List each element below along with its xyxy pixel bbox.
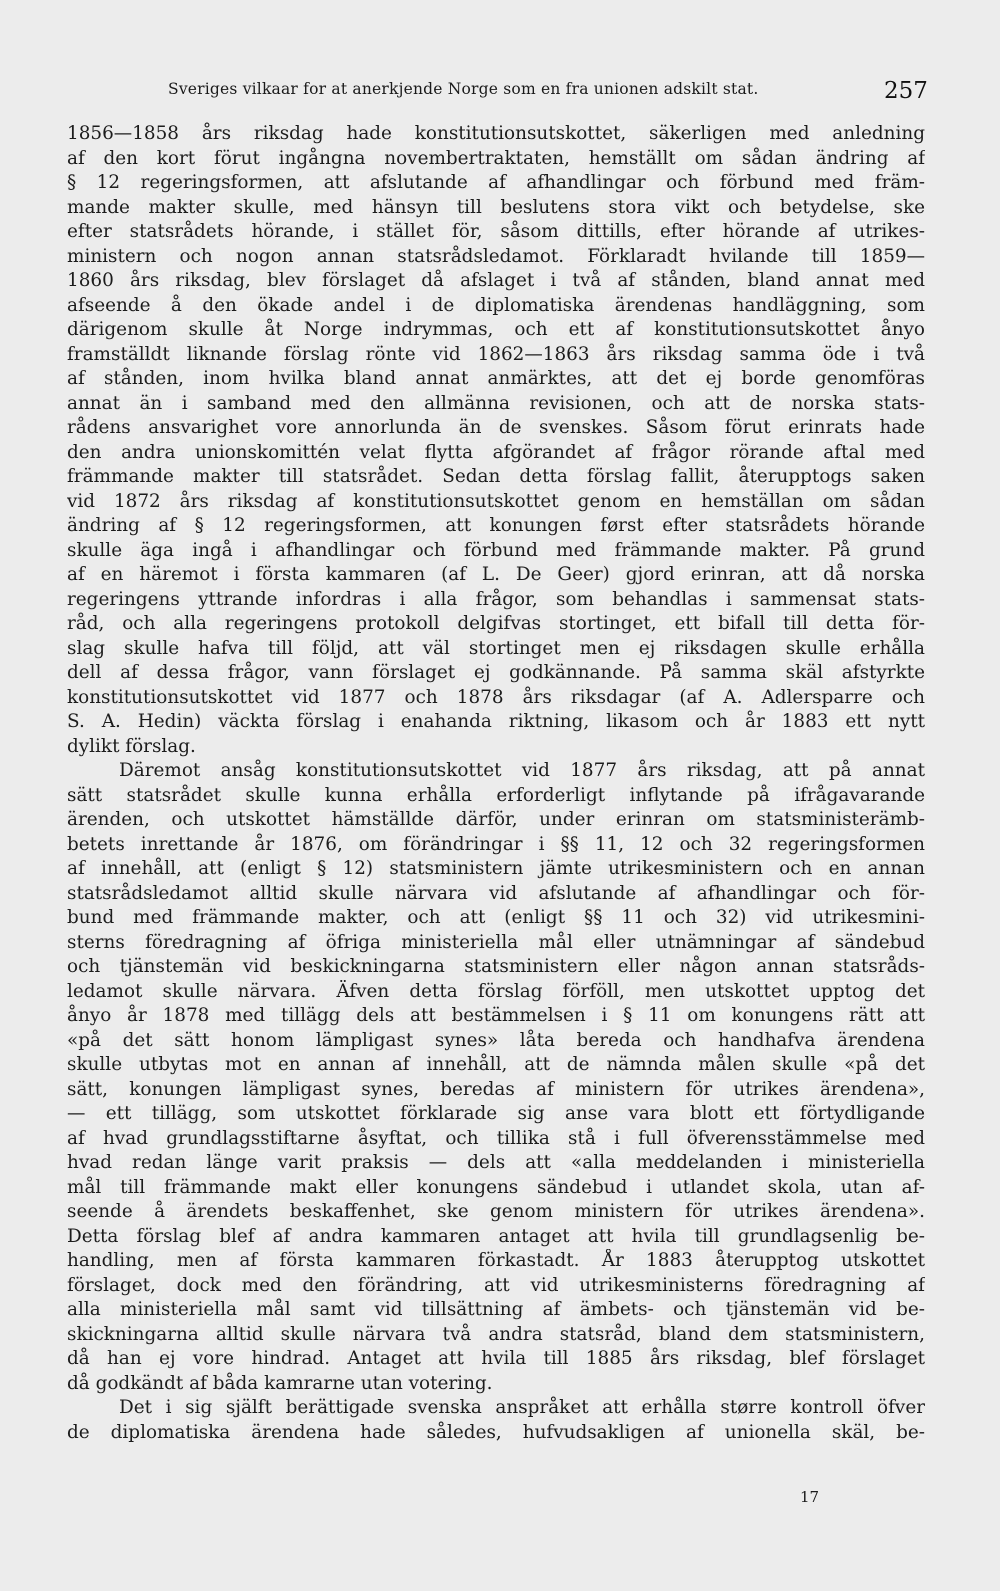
text-line: sätt statsrådet skulle kunna erhålla erforderligt inflytande på ifrågavarande xyxy=(67,784,925,806)
text-line: — ett tillägg, som utskottet förklarade sig anse vara blott ett förtydligande xyxy=(67,1103,925,1124)
page-number: 257 xyxy=(884,78,928,104)
text-line: betets inrettande år 1876, om förändringar i §§ 11, 12 och 32 regeringsformen xyxy=(67,833,925,855)
text-line: mål till främmande makt eller konungens sändebud i utlandet skola, utan af- xyxy=(67,1176,925,1198)
text-line: 1860 års riksdag, blev förslaget då afslaget i två af stånden, bland annat med xyxy=(67,270,925,291)
text-line: skickningarna alltid skulle närvara två andra statsråd, bland dem statsministern, xyxy=(67,1323,925,1345)
body-text xyxy=(67,122,925,1445)
text-line: annat än i samband med den allmänna revisionen, och att de norska stats- xyxy=(67,392,925,414)
text-line: dylikt förslag. xyxy=(67,735,196,757)
text-line: af hvad grundlagsstiftarne åsyftat, och tillika stå i full öfverensstämmelse med xyxy=(67,1127,925,1149)
text-line: af en häremot i första kammaren (af L. De Geer) gjord erinran, att då norska xyxy=(67,564,925,585)
running-head: Sveriges vilkaar for at anerkjende Norge som en fra unionen adskilt stat. xyxy=(168,80,759,98)
text-line: de diplomatiska ärendena hade således, hufvudsakligen af unionella skäl, be- xyxy=(67,1421,925,1443)
text-line: då han ej vore hindrad. Antaget att hvila till 1885 års riksdag, blef förslaget xyxy=(67,1348,925,1369)
text-line: Detta förslag blef af andra kammaren antaget att hvila till grundlagsenlig be- xyxy=(67,1225,925,1247)
text-line: ministern och nogon annan statsrådsledamot. Förklaradt hvilande till 1859— xyxy=(67,245,925,267)
text-line: vid 1872 års riksdag af konstitutionsutskottet genom en hemställan om sådan xyxy=(67,490,925,512)
text-line: af den kort förut ingångna novembertraktaten, hemställt om sådan ändring af xyxy=(67,147,925,169)
text-line: af stånden, inom hvilka bland annat anmärktes, att det ej borde genomföras xyxy=(67,368,925,389)
text-line: råd, och alla regeringens protokoll delgifvas stortinget, ett bifall till detta för- xyxy=(67,613,925,634)
text-line: Det i sig själft berättigade svenska anspråket att erhålla større kontroll öfver xyxy=(119,1397,925,1418)
text-line: efter statsrådets hörande, i stället för, såsom dittills, efter hörande af utrikes- xyxy=(67,221,925,242)
text-line: framställdt liknande förslag rönte vid 1862—1863 års riksdag samma öde i två xyxy=(67,343,925,365)
text-line: «på det sätt honom lämpligast synes» låta bereda och handhafva ärendena xyxy=(67,1029,925,1051)
text-line: Däremot ansåg konstitutionsutskottet vid 1877 års riksdag, att på annat xyxy=(119,760,925,781)
text-line: ledamot skulle närvara. Äfven detta förslag förföll, men utskottet upptog det xyxy=(67,980,925,1002)
text-line: regeringens yttrande infordras i alla frågor, som behandlas i sammensat stats- xyxy=(67,588,925,610)
signature-mark: 17 xyxy=(800,1488,820,1506)
text-line: 1856—1858 års riksdag hade konstitutionsutskottet, säkerligen med anledning xyxy=(67,123,925,144)
text-line: skulle utbytas mot en annan af innehåll, att de nämnda målen skulle «på det xyxy=(67,1054,925,1075)
text-line: § 12 regeringsformen, att afslutande af afhandlingar och förbund med främ- xyxy=(67,172,925,193)
text-line: seende å ärendets beskaffenhet, ske genom ministern för utrikes ärendena». xyxy=(67,1201,925,1222)
text-line: därigenom skulle åt Norge indrymmas, och ett af konstitutionsutskottet ånyo xyxy=(67,319,925,340)
text-line: ärenden, och utskottet hämställde därför, under erinran om statsministerämb- xyxy=(67,809,925,830)
text-line: och tjänstemän vid beskickningarna statsministern eller någon annan statsråds- xyxy=(67,956,925,977)
text-line: främmande makter till statsrådet. Sedan detta förslag fallit, återupptogs saken xyxy=(67,466,925,487)
text-line: skulle äga ingå i afhandlingar och förbund med främmande makter. På grund xyxy=(67,539,925,561)
text-line: alla ministeriella mål samt vid tillsättning af ämbets- och tjänstemän vid be- xyxy=(67,1299,925,1320)
text-line: dell af dessa frågor, vann förslaget ej godkännande. På samma skäl afstyrkte xyxy=(67,662,925,683)
text-line: rådens ansvarighet vore annorlunda än de svenskes. Såsom förut erinrats hade xyxy=(67,417,925,438)
text-line: bund med främmande makter, och att (enligt §§ 11 och 32) vid utrikesmini- xyxy=(67,907,925,928)
text-line: då godkändt af båda kamrarne utan votering. xyxy=(67,1372,493,1394)
text-line: konstitutionsutskottet vid 1877 och 1878 års riksdagar (af A. Adlersparre och xyxy=(67,686,925,708)
text-line: af innehåll, att (enligt § 12) statsministern jämte utrikesministern och en annan xyxy=(67,858,925,879)
text-line: den andra unionskomittén velat flytta afgörandet af frågor rörande aftal med xyxy=(67,441,925,463)
text-line: mande makter skulle, med hänsyn till beslutens stora vikt och betydelse, ske xyxy=(67,196,925,218)
text-line: handling, men af första kammaren förkastadt. År 1883 återupptog utskottet xyxy=(67,1250,925,1271)
text-line: S. A. Hedin) väckta förslag i enahanda riktning, likasom och år 1883 ett nytt xyxy=(67,711,925,732)
text-line: sätt, konungen lämpligast synes, beredas af ministern för utrikes ärendena», xyxy=(67,1078,925,1100)
text-line: afseende å den ökade andel i de diplomatiska ärendenas handläggning, som xyxy=(67,294,925,316)
text-line: sterns föredragning af öfriga ministeriella mål eller utnämningar af sändebud xyxy=(67,931,925,953)
text-line: hvad redan länge varit praksis — dels att «alla meddelanden i ministeriella xyxy=(67,1152,925,1173)
text-line: ånyo år 1878 med tillägg dels att bestämmelsen i § 11 om konungens rätt att xyxy=(67,1005,925,1026)
text-line: förslaget, dock med den förändring, att vid utrikesministerns föredragning af xyxy=(67,1274,925,1296)
text-line: statsrådsledamot alltid skulle närvara vid afslutande af afhandlingar och för- xyxy=(67,882,925,904)
text-line: ändring af § 12 regeringsformen, att konungen først efter statsrådets hörande xyxy=(67,515,925,536)
text-line: slag skulle hafva till följd, att väl stortinget men ej riksdagen skulle erhålla xyxy=(67,637,925,659)
